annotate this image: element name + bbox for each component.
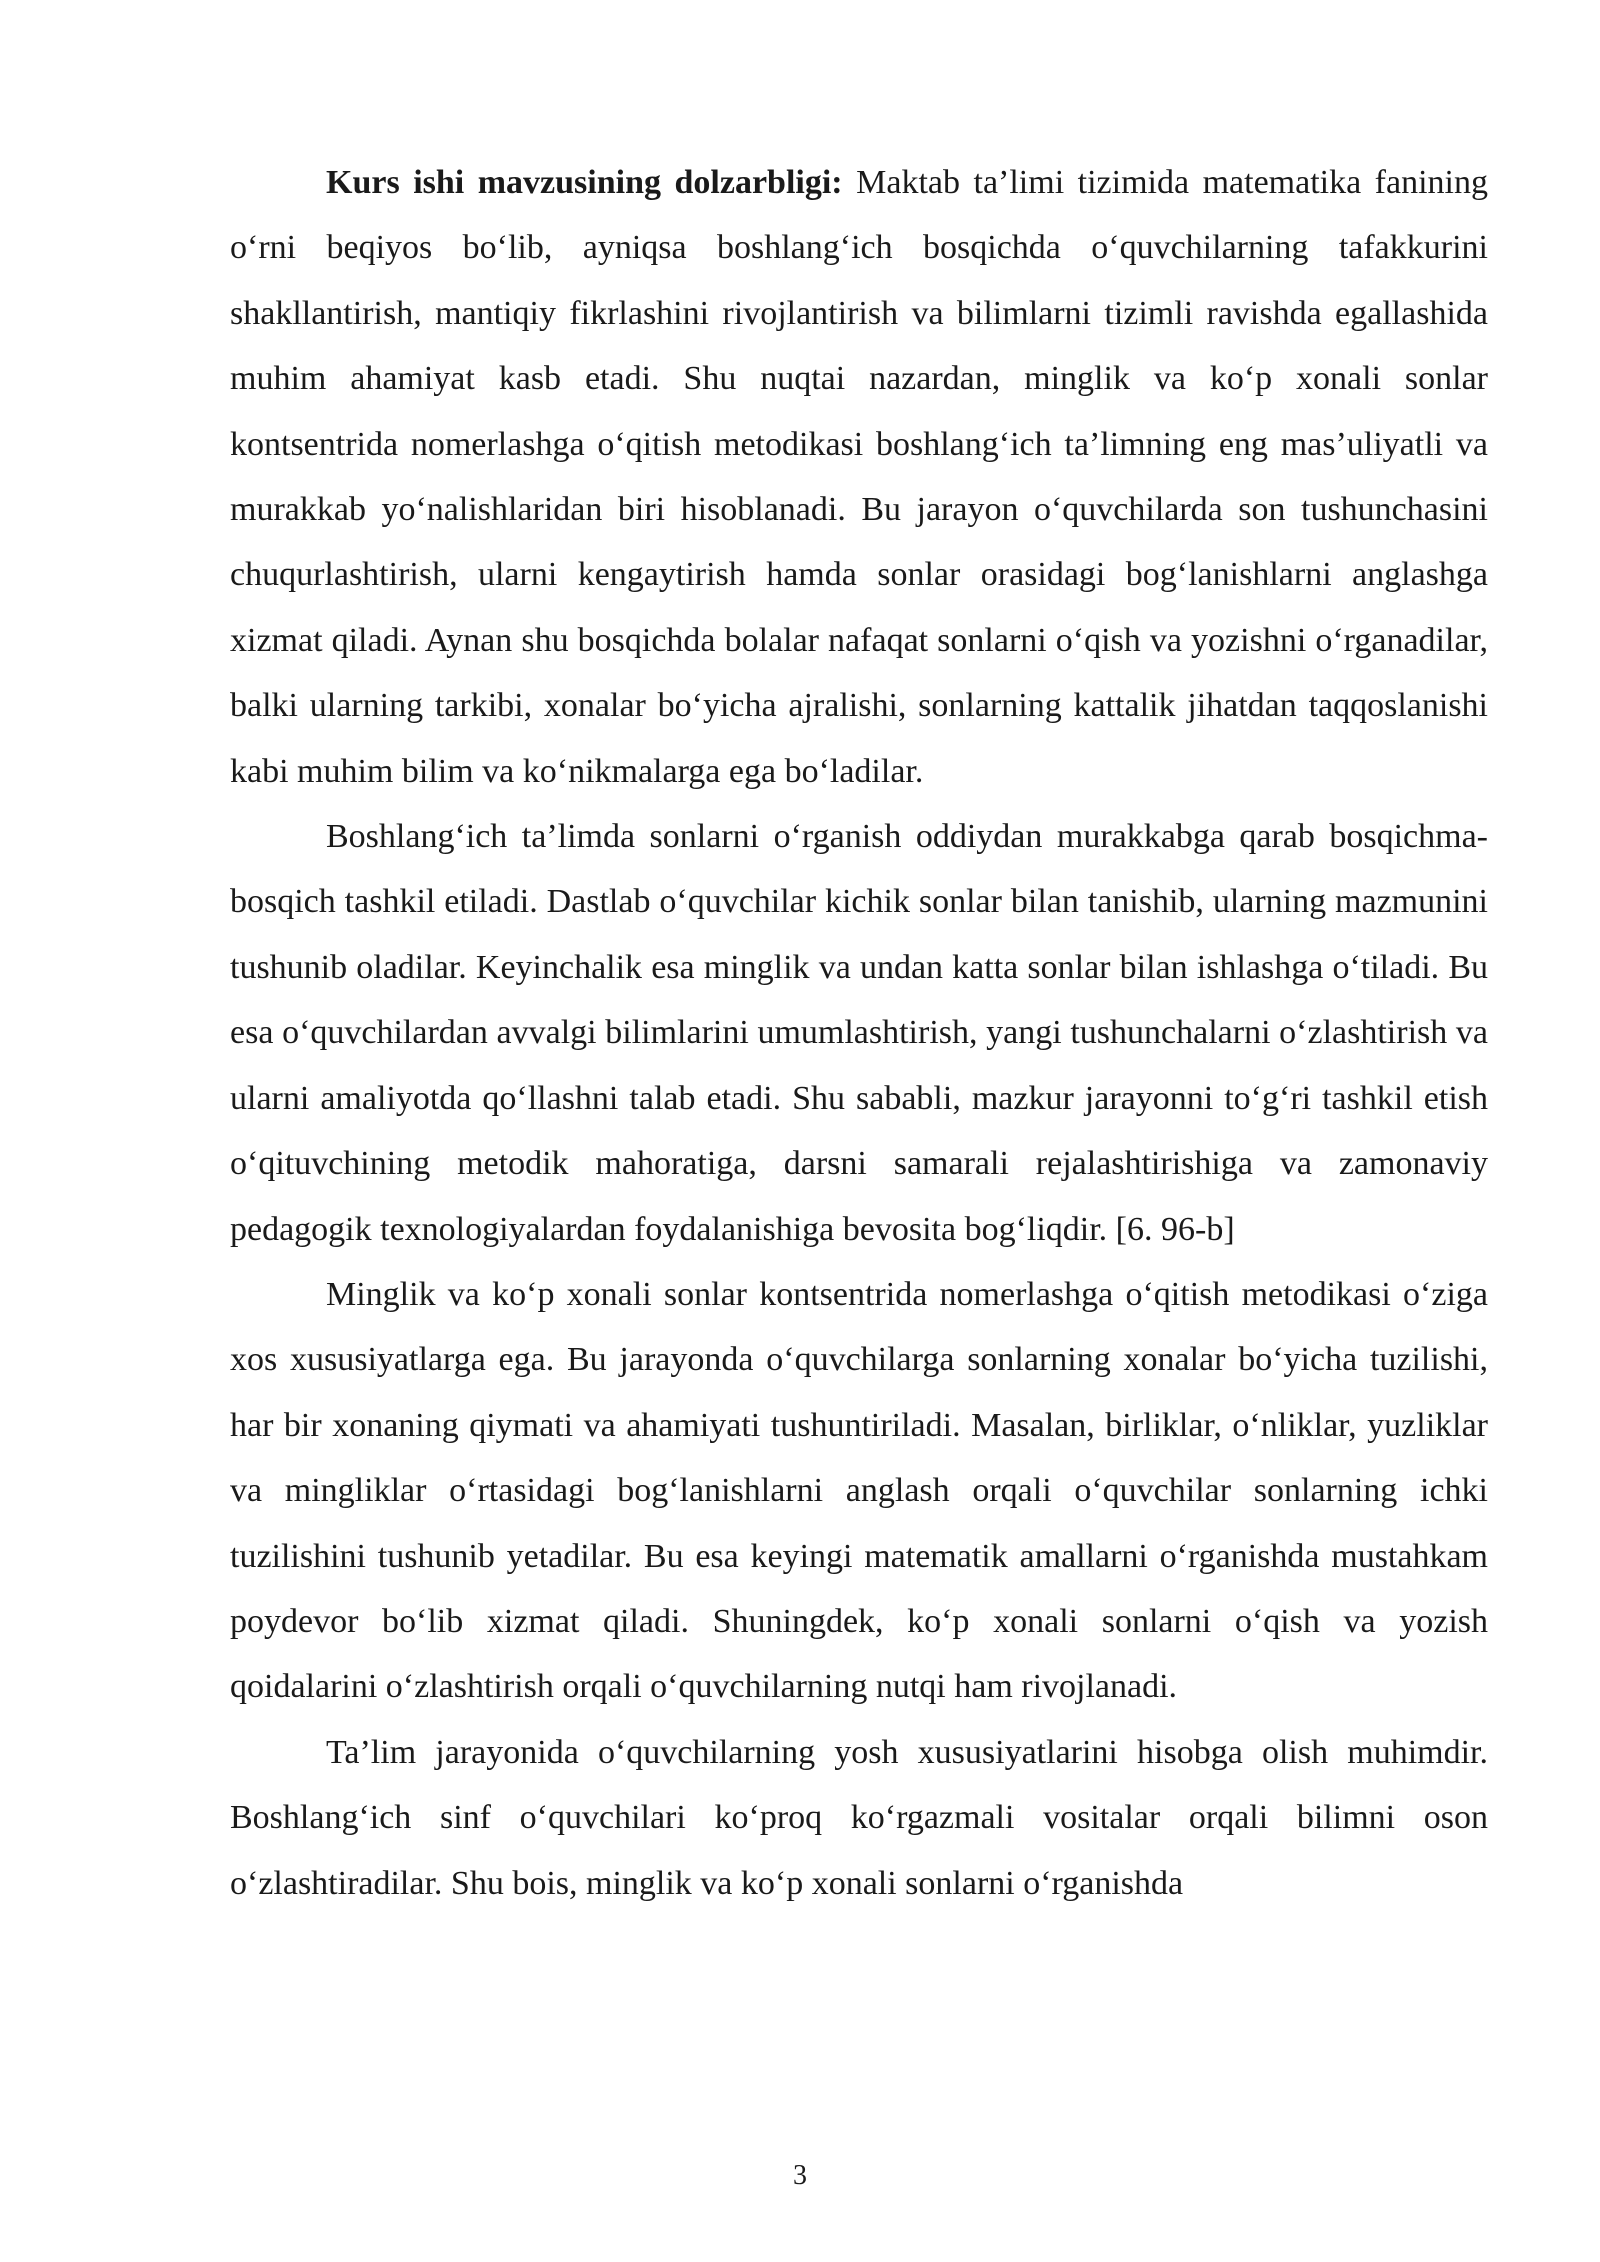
paragraph-text: Ta’lim jarayonida o‘quvchilarning yosh xususiyatlarini hisobga olish muhimdir. Boshlang‘ich sinf o‘quvchilari ko‘proq ko‘rgazmali vositalar orqali bilimni oson o‘zlashtiradilar. Shu bois, minglik va ko‘p xonali sonlarni o‘rganishda xyxy=(230,1733,1488,1902)
paragraph-methodology xyxy=(230,1262,1488,1720)
paragraph-lead-heading: Kurs ishi mavzusining dolzarbligi: xyxy=(326,164,843,201)
document-body xyxy=(230,150,1488,1916)
page-number: 3 xyxy=(793,2160,807,2191)
paragraph-text: Boshlang‘ich ta’limda sonlarni o‘rganish oddiydan murakkabga qarab bosqichma-bosqich tashkil etiladi. Dastlab o‘quvchilar kichik sonlar bilan tanishib, ularning mazmunini tushunib oladilar. Keyinchalik esa minglik va undan katta sonlar bilan ishlashga o‘tiladi. Bu esa o‘quvchilardan avvalgi bilimlarini umumlashtirish, yangi tushunchalarni o‘zlashtirish va ularni amaliyotda qo‘llashni talab etadi. Shu sababli, mazkur jarayonni to‘g‘ri tashkil etish o‘qituvchining metodik mahoratiga, darsni samarali rejalashtirishiga va zamonaviy pedagogik texnologiyalardan foydalanishiga bevosita bog‘liqdir. [6. 96-b] xyxy=(230,818,1488,1248)
paragraph-text: Maktab ta’limi tizimida matematika fanining o‘rni beqiyos bo‘lib, ayniqsa boshlang‘ich bosqichda o‘quvchilarning tafakkurini shakllantirish, mantiqiy fikrlashini rivojlantirish va bilimlarni tizimli ravishda egallashida muhim ahamiyat kasb etadi. Shu nuqtai nazardan, minglik va ko‘p xonali sonlar kontsentrida nomerlashga o‘qitish metodikasi boshlang‘ich ta’limning eng mas’uliyatli va murakkab yo‘nalishlaridan biri hisoblanadi. Bu jarayon o‘quvchilarda son tushunchasini chuqurlashtirish, ularni kengaytirish hamda sonlar orasidagi bog‘lanishlarni anglashga xizmat qiladi. Aynan shu bosqichda bolalar nafaqat sonlarni o‘qish va yozishni o‘rganadilar, balki ularning tarkibi, xonalar bo‘yicha ajralishi, sonlarning kattalik jihatdan taqqoslanishi kabi muhim bilim va ko‘nikmalarga ega bo‘ladilar. xyxy=(230,164,1488,790)
paragraph-age-features xyxy=(230,1720,1488,1916)
paragraph-text: Minglik va ko‘p xonali sonlar kontsentrida nomerlashga o‘qitish metodikasi o‘ziga xos xususiyatlarga ega. Bu jarayonda o‘quvchilarga sonlarning xonalar bo‘yicha tuzilishi, har bir xonaning qiymati va ahamiyati tushuntiriladi. Masalan, birliklar, o‘nliklar, yuzliklar va mingliklar o‘rtasidagi bog‘lanishlarni anglash orqali o‘quvchilar sonlarning ichki tuzilishini tushunib yetadilar. Bu esa keyingi matematik amallarni o‘rganishda mustahkam poydevor bo‘lib xizmat qiladi. Shuningdek, ko‘p xonali sonlarni o‘qish va yozish qoidalarini o‘zlashtirish orqali o‘quvchilarning nutqi ham rivojlanadi. xyxy=(230,1275,1488,1706)
paragraph-relevance xyxy=(230,150,1488,804)
paragraph-number-study xyxy=(230,804,1488,1262)
